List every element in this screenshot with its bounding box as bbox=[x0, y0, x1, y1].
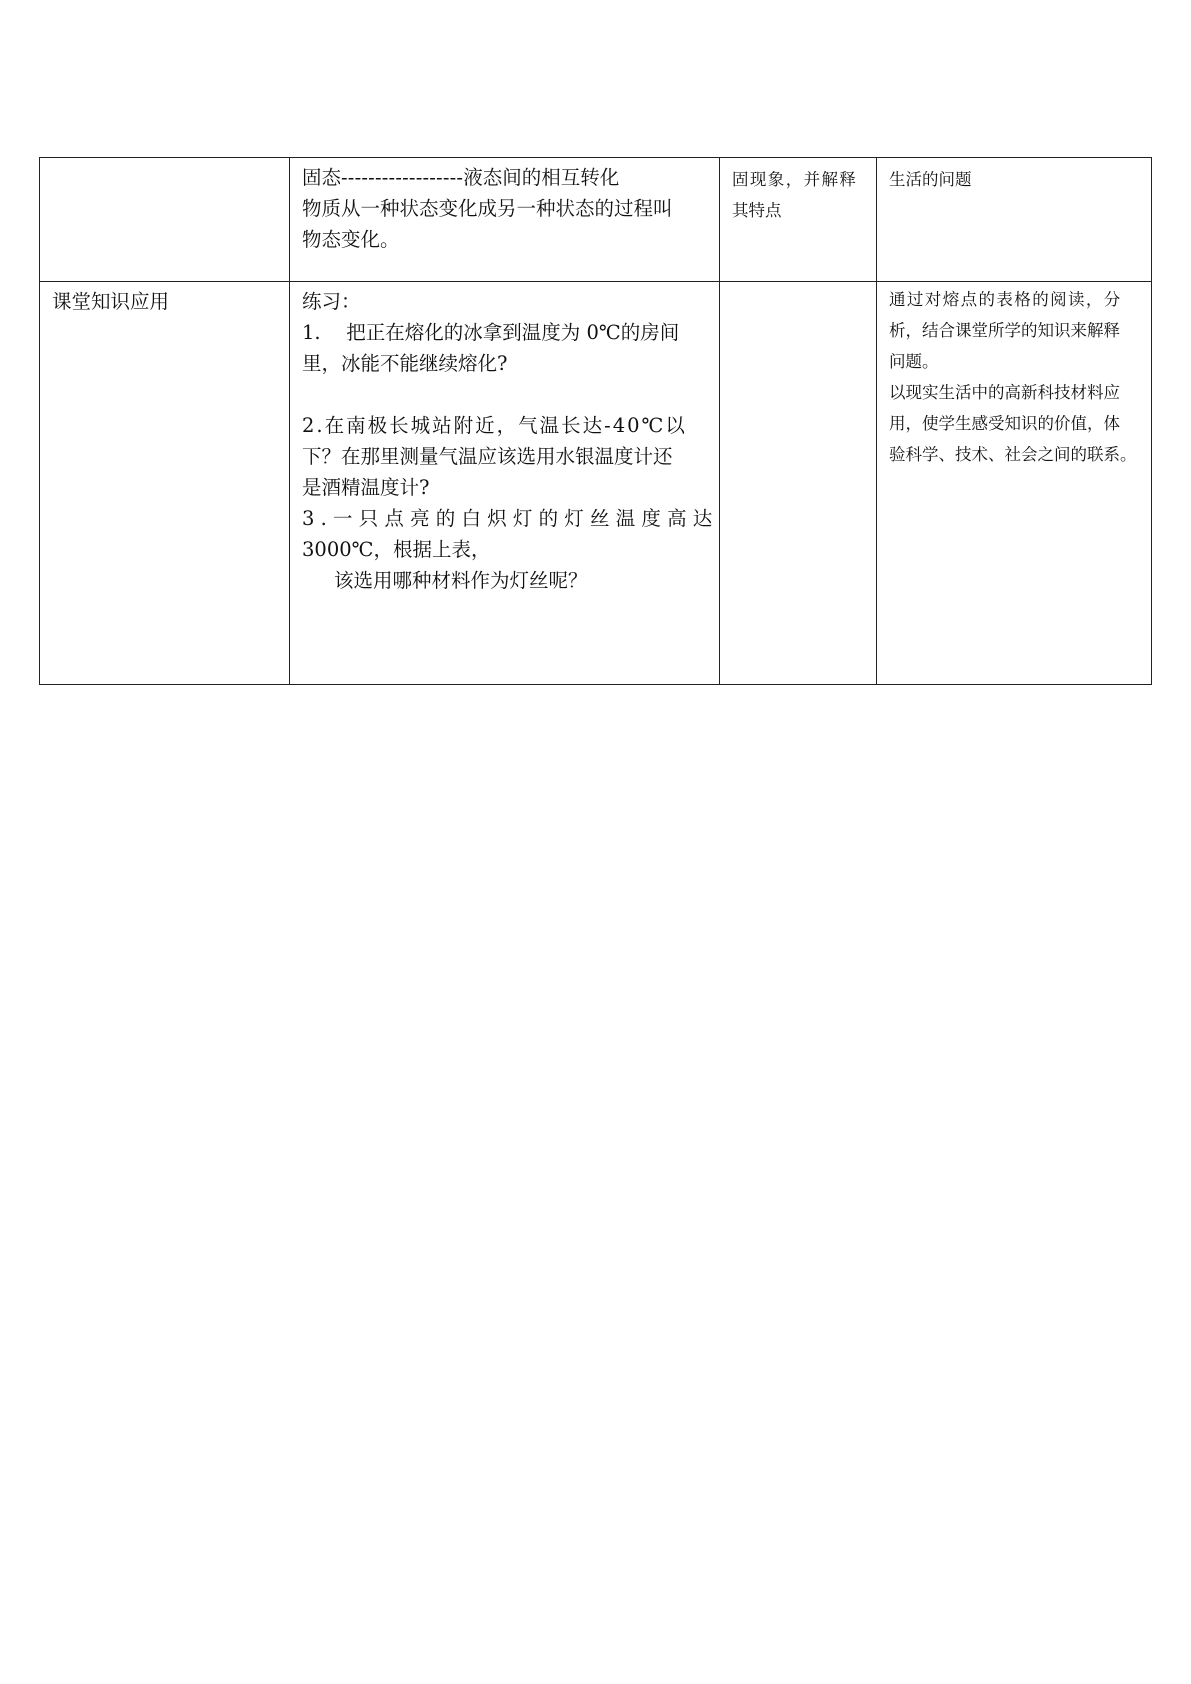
intent-line: 用，使学生感受知识的价值，体 bbox=[889, 414, 1120, 433]
exercise-line: 是酒精温度计? bbox=[302, 476, 430, 499]
table-cell-intent bbox=[877, 282, 1152, 685]
blank-line bbox=[302, 379, 709, 410]
activity-line: 固现象，并解释 bbox=[732, 170, 858, 189]
table-cell-activity bbox=[720, 282, 877, 685]
stage-label bbox=[40, 158, 289, 162]
intent-line: 问题。 bbox=[889, 352, 939, 371]
intent-line: 以现实生活中的高新科技材料应 bbox=[889, 383, 1120, 402]
table-cell-activity bbox=[720, 158, 877, 282]
content-line: 物质从一种状态变化成另一种状态的过程叫 bbox=[302, 197, 673, 220]
table-cell-content bbox=[290, 282, 720, 685]
table-cell-stage bbox=[40, 282, 290, 685]
exercise-line: 3.一只点亮的白炽灯的灯丝温度高达 bbox=[302, 507, 719, 530]
stage-label: 课堂知识应用 bbox=[52, 290, 170, 313]
exercise-line: 下？在那里测量气温应该选用水银温度计还 bbox=[302, 445, 673, 468]
exercise-line: 该选用哪种材料作为灯丝呢？ bbox=[334, 569, 588, 592]
exercise-line: 3000℃，根据上表， bbox=[302, 538, 491, 561]
exercise-line: 里，冰能不能继续熔化? bbox=[302, 352, 508, 375]
lesson-plan-table bbox=[39, 157, 1152, 685]
exercise-heading: 练习： bbox=[302, 290, 361, 313]
table-cell-intent bbox=[877, 158, 1152, 282]
intent-line: 生活的问题 bbox=[889, 170, 972, 189]
table-row bbox=[40, 158, 1152, 282]
content-line: 固态------------------液态间的相互转化 bbox=[302, 166, 620, 189]
table-cell-content bbox=[290, 158, 720, 282]
intent-line: 通过对熔点的表格的阅读，分 bbox=[889, 290, 1122, 309]
activity-line: 其特点 bbox=[732, 201, 782, 220]
table-cell-stage bbox=[40, 158, 290, 282]
content-line: 物态变化。 bbox=[302, 228, 400, 251]
exercise-line: 1. 把正在熔化的冰拿到温度为 0℃的房间 bbox=[302, 321, 680, 344]
intent-line: 析，结合课堂所学的知识来解释 bbox=[889, 321, 1120, 340]
intent-line: 验科学、技术、社会之间的联系。 bbox=[889, 445, 1137, 464]
table-row bbox=[40, 282, 1152, 685]
exercise-line: 2.在南极长城站附近，气温长达-40℃以 bbox=[302, 414, 687, 437]
